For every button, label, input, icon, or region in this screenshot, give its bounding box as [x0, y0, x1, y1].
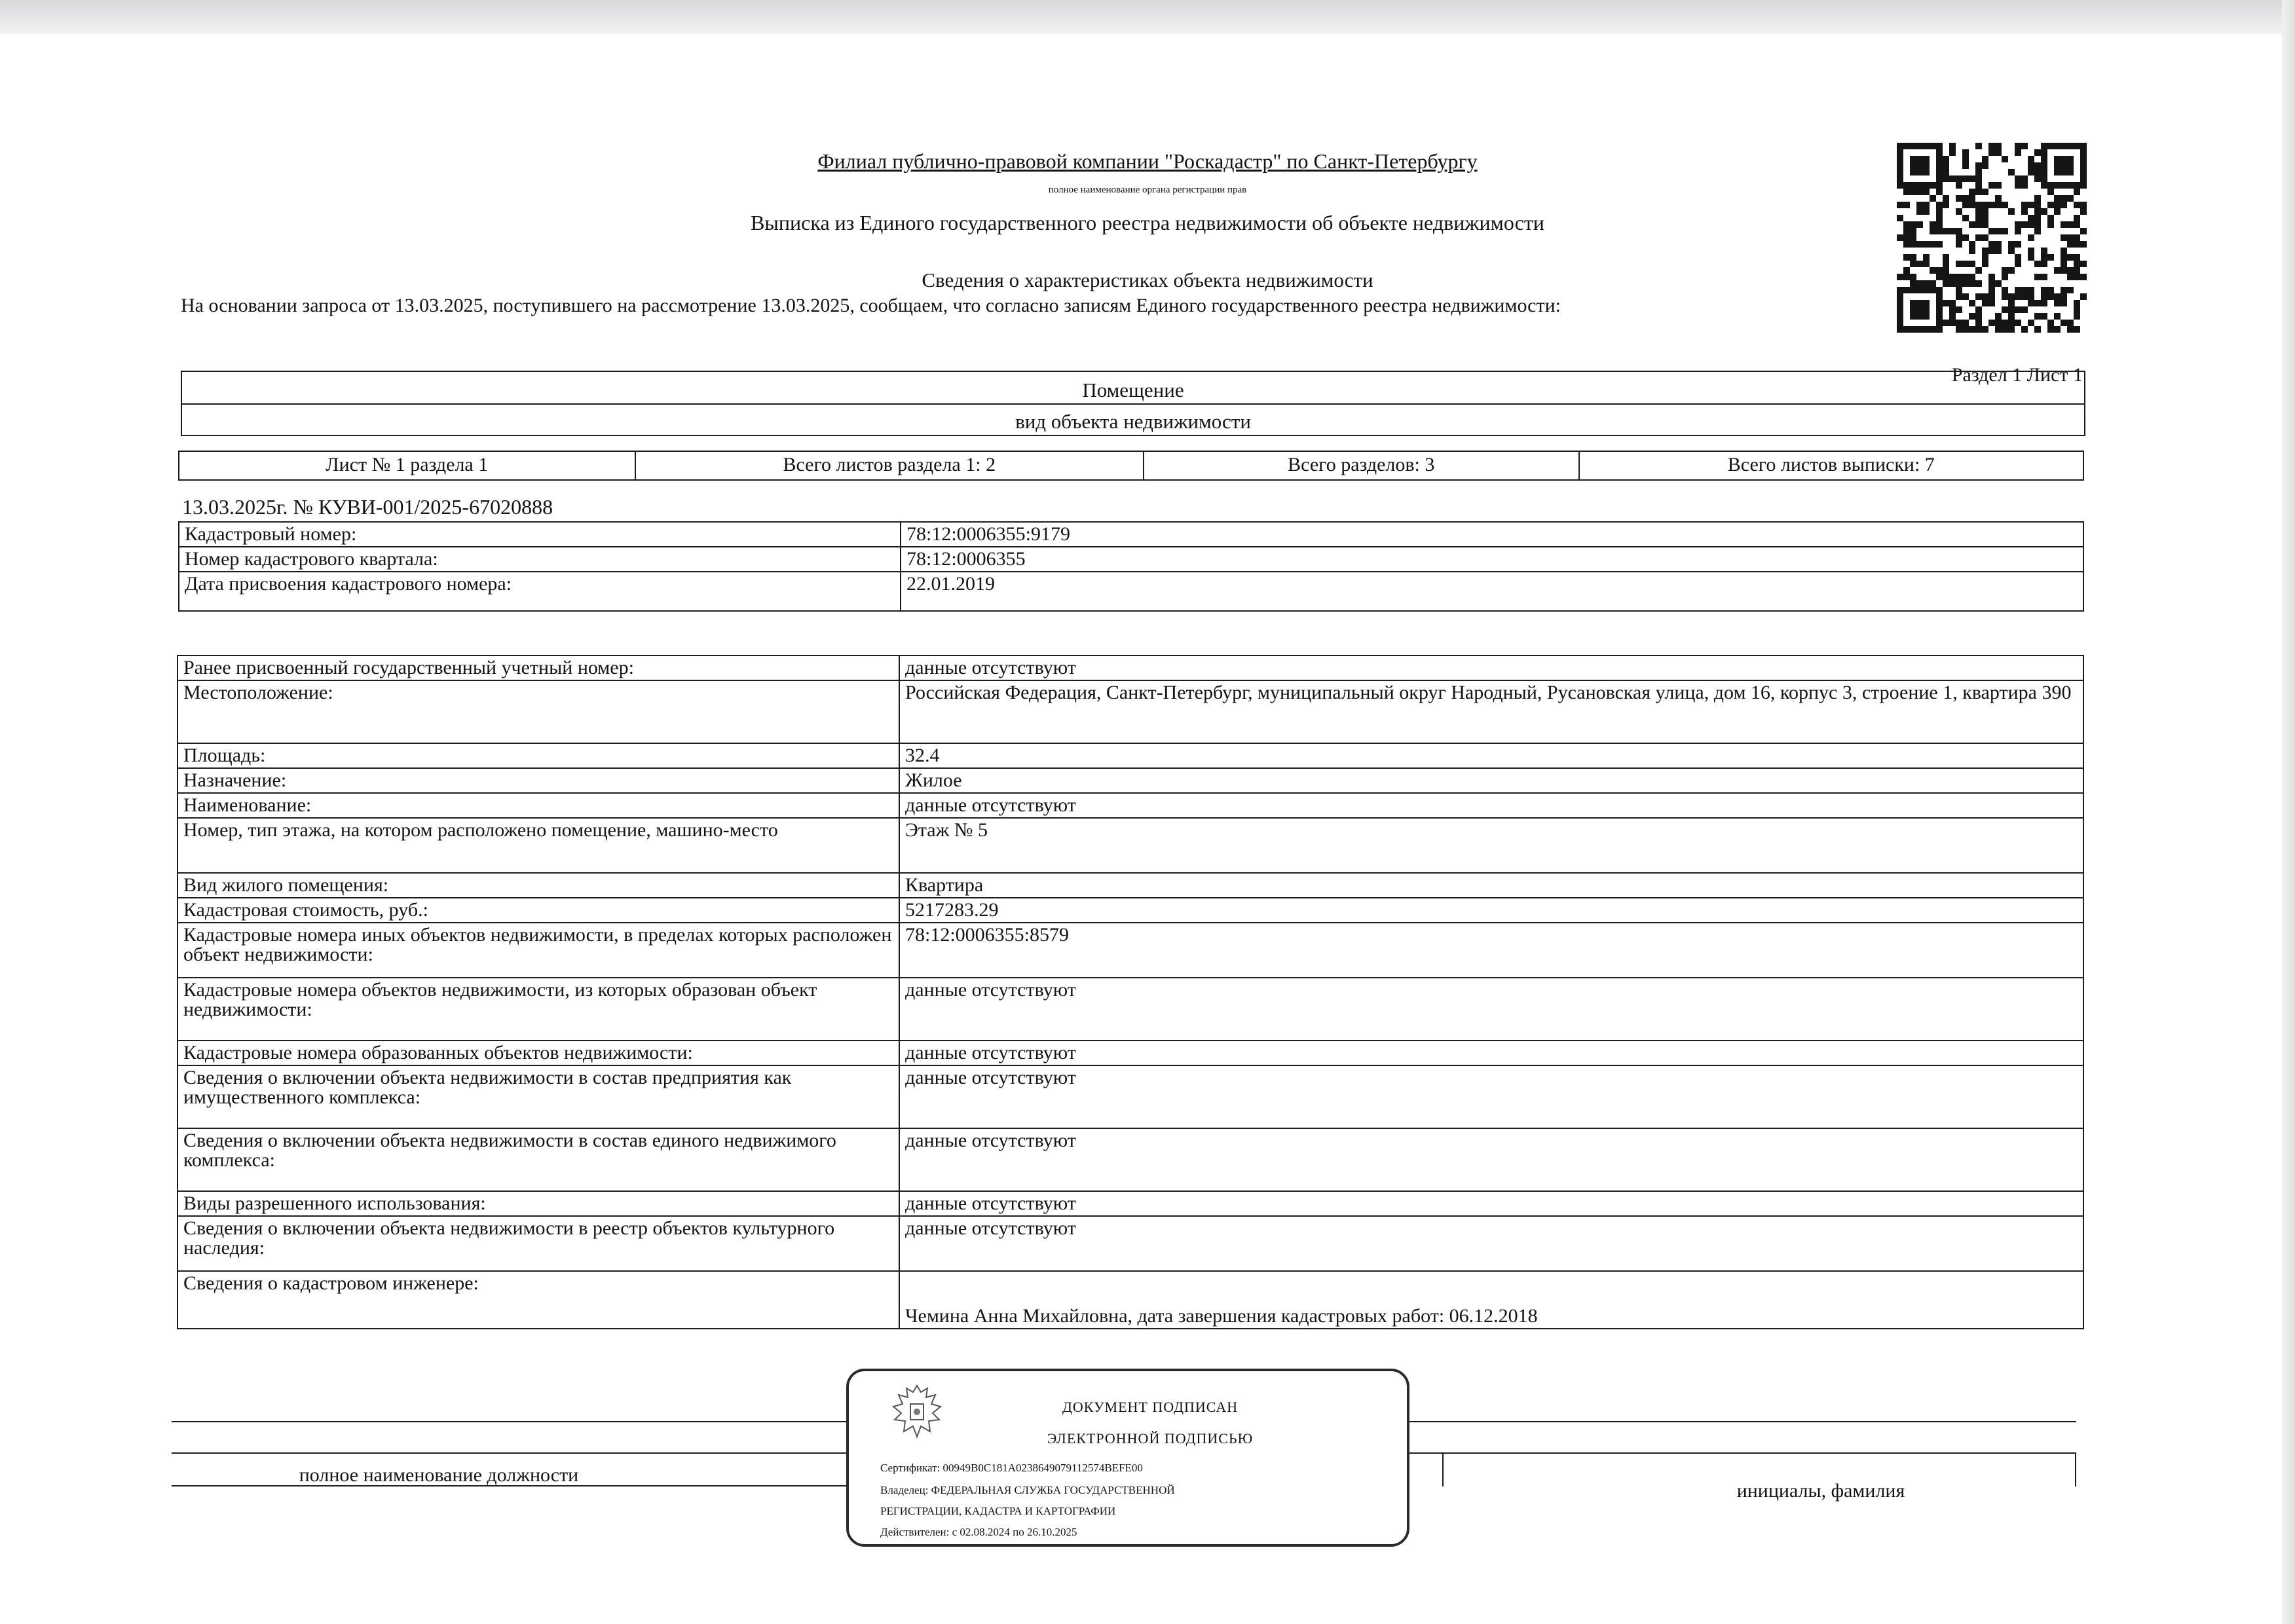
object-type: Помещение — [1082, 378, 1184, 401]
object-type-caption-box — [181, 403, 2085, 436]
detail-value: данные отсутствуют — [899, 1191, 2083, 1216]
cadastral-value: 78:12:0006355:9179 — [901, 522, 2083, 547]
detail-key: Кадастровые номера объектов недвижимости, из которых образован объект недвижимости: — [177, 978, 899, 1041]
table-row — [177, 818, 2083, 873]
table-row — [179, 572, 2083, 611]
scan-edge-top — [0, 0, 2295, 34]
detail-key: Кадастровые номера иных объектов недвижимости, в пределах которых расположен объект недвижимости: — [177, 923, 899, 978]
table-row — [179, 522, 2083, 547]
sheet-number: Лист № 1 раздела 1 — [179, 452, 636, 479]
total-sheets-extract: Всего листов выписки: 7 — [1727, 454, 1935, 475]
table-row — [177, 1065, 2083, 1128]
detail-value: Российская Федерация, Санкт-Петербург, муниципальный округ Народный, Русановская улица, дом 16, корпус 3, строение 1, квартира 390 — [899, 680, 2083, 743]
table-row — [177, 1041, 2083, 1065]
total-sections: Всего разделов: 3 — [1144, 452, 1580, 479]
scan-edge-right — [2282, 0, 2295, 1624]
detail-value: данные отсутствуют — [899, 793, 2083, 818]
table-row — [177, 1128, 2083, 1191]
stamp-owner: Владелец: ФЕДЕРАЛЬНАЯ СЛУЖБА ГОСУДАРСТВЕННОЙ — [880, 1484, 1175, 1496]
request-number: 13.03.2025г. № КУВИ-001/2025-67020888 — [182, 495, 553, 519]
detail-key: Номер, тип этажа, на котором расположено помещение, машино-место — [177, 818, 899, 873]
cadastral-key: Кадастровый номер: — [179, 522, 901, 547]
position-caption: полное наименование должности — [299, 1464, 579, 1486]
table-row — [177, 1216, 2083, 1271]
table-row — [177, 978, 2083, 1041]
details-table — [177, 655, 2084, 1329]
object-type-box — [181, 371, 2085, 405]
section-title: Сведения о характеристиках объекта недвижимости — [922, 268, 1373, 291]
electronic-signature-stamp — [846, 1369, 1409, 1547]
organization-caption: полное наименование органа регистрации прав — [1048, 185, 1247, 195]
table-row — [177, 793, 2083, 818]
cadastral-value: 22.01.2019 — [901, 572, 2083, 611]
detail-value: данные отсутствуют — [899, 978, 2083, 1041]
detail-value: данные отсутствуют — [899, 1041, 2083, 1065]
stamp-line2: ЭЛЕКТРОННОЙ ПОДПИСЬЮ — [1047, 1430, 1254, 1447]
object-type-caption: вид объекта недвижимости — [1015, 410, 1251, 433]
cadastral-key: Номер кадастрового квартала: — [179, 547, 901, 572]
detail-value: Этаж № 5 — [899, 818, 2083, 873]
table-row — [177, 1191, 2083, 1216]
detail-value: 32.4 — [899, 743, 2083, 768]
table-row — [177, 743, 2083, 768]
table-row — [179, 547, 2083, 572]
detail-value: Чемина Анна Михайловна, дата завершения кадастровых работ: 06.12.2018 — [899, 1271, 2083, 1329]
cadastral-value: 78:12:0006355 — [901, 547, 2083, 572]
table-row — [177, 898, 2083, 923]
detail-key: Местоположение: — [177, 680, 899, 743]
organization-name: Филиал публично-правовой компании "Роскадастр" по Санкт-Петербургу — [817, 149, 1478, 173]
detail-value: Квартира — [899, 873, 2083, 898]
detail-key: Сведения о кадастровом инженере: — [177, 1271, 899, 1329]
coat-of-arms-icon — [887, 1380, 947, 1443]
detail-key: Виды разрешенного использования: — [177, 1191, 899, 1216]
detail-key: Площадь: — [177, 743, 899, 768]
detail-key: Кадастровая стоимость, руб.: — [177, 898, 899, 923]
detail-value: данные отсутствуют — [899, 1216, 2083, 1271]
basis-text: На основании запроса от 13.03.2025, поступившего на рассмотрение 13.03.2025, сообщаем, что согласно записям Единого государственного реестра недвижимости: — [181, 295, 1561, 316]
cadastral-table — [178, 521, 2084, 612]
extract-title: Выписка из Единого государственного реестра недвижимости об объекте недвижимости — [751, 211, 1544, 234]
detail-key: Сведения о включении объекта недвижимости в реестр объектов культурного наследия: — [177, 1216, 899, 1271]
detail-key: Назначение: — [177, 768, 899, 793]
total-sheets-section: Всего листов раздела 1: 2 — [636, 452, 1144, 479]
name-caption: инициалы, фамилия — [1736, 1480, 1905, 1502]
detail-value: данные отсутствуют — [899, 1128, 2083, 1191]
table-row — [177, 1271, 2083, 1329]
detail-key: Наименование: — [177, 793, 899, 818]
detail-key: Ранее присвоенный государственный учетный номер: — [177, 655, 899, 680]
detail-value: Жилое — [899, 768, 2083, 793]
detail-value: 78:12:0006355:8579 — [899, 923, 2083, 978]
detail-key: Кадастровые номера образованных объектов недвижимости: — [177, 1041, 899, 1065]
detail-key: Сведения о включении объекта недвижимости в состав предприятия как имущественного комплекса: — [177, 1065, 899, 1128]
table-row — [177, 680, 2083, 743]
section-marker: Раздел 1 Лист 1 — [1951, 364, 2083, 386]
table-row — [177, 768, 2083, 793]
stamp-certificate: Сертификат: 00949B0C181A0238649079112574BEFE00 — [880, 1462, 1143, 1474]
table-row — [177, 873, 2083, 898]
stamp-line1: ДОКУМЕНТ ПОДПИСАН — [1062, 1399, 1239, 1415]
sheet-info-row — [178, 451, 2084, 481]
detail-value: 5217283.29 — [899, 898, 2083, 923]
detail-key: Сведения о включении объекта недвижимости в состав единого недвижимого комплекса: — [177, 1128, 899, 1191]
table-row — [177, 655, 2083, 680]
stamp-validity: Действителен: с 02.08.2024 по 26.10.2025 — [880, 1526, 1077, 1538]
qr-code-icon — [1897, 143, 2087, 333]
detail-value: данные отсутствуют — [899, 1065, 2083, 1128]
detail-value: данные отсутствуют — [899, 655, 2083, 680]
stamp-owner2: РЕГИСТРАЦИИ, КАДАСТРА И КАРТОГРАФИИ — [880, 1505, 1116, 1517]
cadastral-key: Дата присвоения кадастрового номера: — [179, 572, 901, 611]
table-row — [177, 923, 2083, 978]
detail-key: Вид жилого помещения: — [177, 873, 899, 898]
